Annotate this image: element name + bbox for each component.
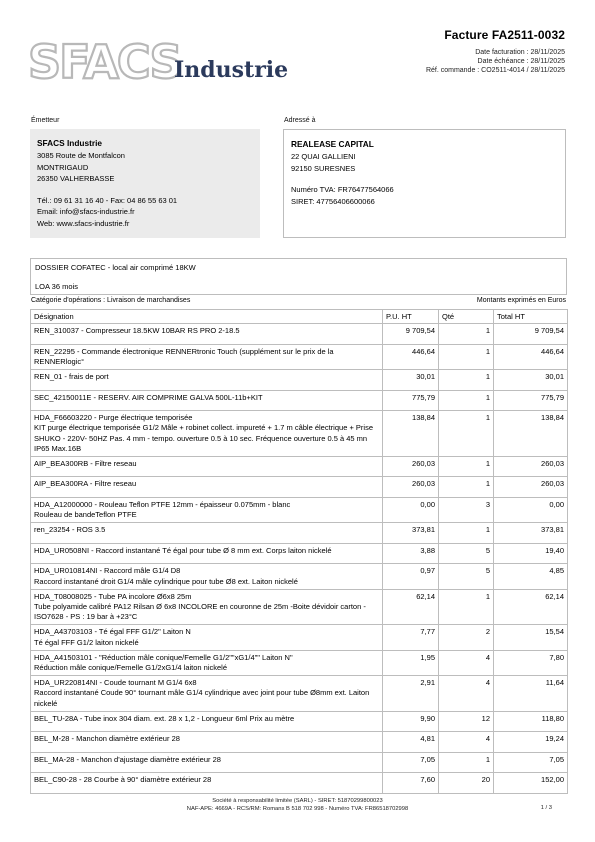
cell-quantity: 20: [439, 773, 494, 794]
table-row: [31, 411, 568, 457]
cell-quantity: 12: [439, 711, 494, 732]
meta-row: [31, 297, 566, 304]
cell-total: 30,01: [494, 370, 568, 391]
table-row: [31, 324, 568, 345]
cell-designation: [31, 497, 383, 522]
order-reference: Réf. commande : CO2511-4014 / 28/11/2025: [425, 67, 565, 74]
cell-unit-price: 9 709,54: [383, 324, 439, 345]
table-row: [31, 477, 568, 498]
cell-total: 152,00: [494, 773, 568, 794]
cell-designation: [31, 625, 383, 650]
table-row: [31, 390, 568, 411]
cell-unit-price: 775,79: [383, 390, 439, 411]
emitter-website: Web: www.sfacs-industrie.fr: [37, 218, 130, 228]
recipient-address-line: 92150 SURESNES: [291, 163, 356, 173]
cell-total: 9 709,54: [494, 324, 568, 345]
cell-total: 62,14: [494, 589, 568, 625]
cell-total: 118,80: [494, 711, 568, 732]
emitter-address-line: 26350 VALHERBASSE: [37, 174, 115, 184]
item-title: BEL_M-28 - Manchon diamètre extérieur 28: [34, 734, 180, 744]
emitter-phone-fax: Tél.: 09 61 31 16 40 - Fax: 04 86 55 63 01: [37, 195, 178, 205]
cell-unit-price: 30,01: [383, 370, 439, 391]
cell-designation: [31, 752, 383, 773]
table-header-row: [31, 310, 568, 324]
item-detail: Raccord instantané Coude 90° tournant mâle G1/4 cylindrique avec joint pour tube Ø8mm ext. Laiton nickelé: [34, 688, 370, 708]
emitter-address-line: MONTRIGAUD: [37, 162, 89, 172]
cell-total: 19,40: [494, 543, 568, 564]
cell-quantity: 1: [439, 477, 494, 498]
cell-designation: [31, 370, 383, 391]
cell-unit-price: 1,95: [383, 650, 439, 675]
cell-quantity: 4: [439, 732, 494, 753]
cell-designation: [31, 477, 383, 498]
item-title: HDA_A12000000 - Rouleau Teflon PTFE 12mm - épaisseur 0.075mm - blanc: [34, 499, 291, 509]
cell-designation: [31, 390, 383, 411]
item-title: HDA_A41503101 - "Réduction mâle conique/Femelle G1/2""xG1/4"" Laiton N": [34, 652, 293, 662]
item-title: BEL_TU-28A - Tube inox 304 diam. ext. 28 x 1,2 - Longueur 6ml Prix au mètre: [34, 713, 295, 723]
table-row: [31, 676, 568, 712]
company-logo: [28, 34, 288, 84]
item-title: HDA_UR010814NI - Raccord mâle G1/4 D8: [34, 566, 181, 576]
cell-unit-price: 3,88: [383, 543, 439, 564]
recipient-vat-number: Numéro TVA: FR76477564066: [291, 185, 394, 195]
cell-quantity: 1: [439, 523, 494, 544]
table-row: [31, 543, 568, 564]
item-detail: Raccord instantané droit G1/4 mâle cylindrique pour tube Ø8 ext. Laiton nickelé: [34, 576, 298, 586]
cell-unit-price: 0,97: [383, 564, 439, 589]
cell-designation: [31, 676, 383, 712]
cell-designation: [31, 564, 383, 589]
cell-total: 0,00: [494, 497, 568, 522]
cell-quantity: 1: [439, 752, 494, 773]
cell-unit-price: 260,03: [383, 456, 439, 477]
cell-designation: [31, 456, 383, 477]
recipient-label: Adressé à: [284, 117, 316, 124]
cell-unit-price: 446,64: [383, 344, 439, 369]
cell-quantity: 1: [439, 370, 494, 391]
item-detail: KIT purge électrique temporisée G1/2 Mâle + robinet collect. impureté + 1.7 m câble électrique + Prise SHUKO - 220V- 50HZ Pas. 4 mm - tempo. ouverture 0.5 à 10 sec. Fréquence ouverture 0.5 à 45 mn IP65 Max.16B: [34, 423, 373, 453]
item-title: REN_22295 - Commande électronique RENNERtronic Touch (supplément sur le prix de la RENNERlogic°: [34, 346, 334, 366]
table-row: [31, 564, 568, 589]
cell-quantity: 3: [439, 497, 494, 522]
table-row: [31, 344, 568, 369]
cell-total: 260,03: [494, 477, 568, 498]
item-detail: Tube polyamide calibré PA12 Rilsan Ø 6x8 INCOLORE en couronne de 25m -Boite dévidoir carton - ISO7628 - PS : 19 bar à +23°C: [34, 601, 366, 622]
logo-industrie-text: Industrie: [174, 57, 288, 83]
column-header-designation: Désignation: [31, 310, 383, 324]
emitter-box: [30, 129, 260, 238]
column-header-unit-price: P.U. HT: [383, 310, 439, 324]
item-detail: Réduction mâle conique/Femelle G1/2xG1/4 laiton nickelé: [34, 662, 228, 672]
cell-quantity: 1: [439, 390, 494, 411]
cell-designation: [31, 589, 383, 625]
table-row: [31, 370, 568, 391]
cell-unit-price: 7,77: [383, 625, 439, 650]
footer-legal-line: Société à responsabilité limitée (SARL) - SIRET: 51870299800023: [212, 798, 383, 804]
cell-quantity: 1: [439, 456, 494, 477]
item-title: ren_23254 - ROS 3.5: [34, 525, 106, 535]
table-row: [31, 589, 568, 625]
invoice-lines-table: [30, 309, 568, 794]
cell-total: 15,54: [494, 625, 568, 650]
footer-registration-line: NAF-APE: 4669A - RCS/RM: Romans B 518 702 998 - Numéro TVA: FR86518702998: [186, 806, 409, 813]
cell-total: 19,24: [494, 732, 568, 753]
cell-designation: [31, 711, 383, 732]
item-detail: Té égal FFF G1/2 laiton nickelé: [34, 637, 139, 647]
currency-note: Montants exprimés en Euros: [476, 297, 566, 304]
cell-total: 138,84: [494, 411, 568, 457]
emitter-name: SFACS Industrie: [37, 138, 103, 148]
cell-unit-price: 4,81: [383, 732, 439, 753]
cell-quantity: 1: [439, 589, 494, 625]
cell-unit-price: 373,81: [383, 523, 439, 544]
operations-category: Catégorie d'opérations : Livraison de marchandises: [31, 297, 191, 304]
table-row: [31, 773, 568, 794]
item-title: HDA_UR220814NI - Coude tournant M G1/4 6x8: [34, 678, 197, 688]
emitter-label: Émetteur: [31, 117, 60, 124]
cell-quantity: 5: [439, 543, 494, 564]
cell-total: 260,03: [494, 456, 568, 477]
cell-designation: [31, 732, 383, 753]
item-title: HDA_T08008025 - Tube PA incolore Ø6x8 25m: [34, 591, 192, 601]
cell-unit-price: 260,03: [383, 477, 439, 498]
cell-total: 446,64: [494, 344, 568, 369]
cell-unit-price: 9,90: [383, 711, 439, 732]
cell-unit-price: 138,84: [383, 411, 439, 457]
dossier-title: DOSSIER COFATEC - local air comprimé 18KW: [35, 263, 196, 272]
table-row: [31, 752, 568, 773]
cell-quantity: 5: [439, 564, 494, 589]
item-title: REN_310037 - Compresseur 18.5KW 10BAR RS PRO 2-18.5: [34, 326, 240, 336]
cell-unit-price: 2,91: [383, 676, 439, 712]
cell-total: 373,81: [494, 523, 568, 544]
emitter-address-line: 3085 Route de Montfalcon: [37, 151, 125, 160]
recipient-box: [283, 129, 566, 238]
cell-quantity: 4: [439, 676, 494, 712]
cell-quantity: 2: [439, 625, 494, 650]
cell-total: 7,80: [494, 650, 568, 675]
dossier-subtitle: LOA 36 mois: [35, 282, 78, 291]
recipient-name: REALEASE CAPITAL: [291, 139, 374, 149]
table-row: [31, 732, 568, 753]
item-title: AIP_BEA300RA - Filtre reseau: [34, 479, 137, 489]
logo-sfacs-text: SFACS: [28, 35, 181, 84]
cell-total: 11,64: [494, 676, 568, 712]
cell-quantity: 4: [439, 650, 494, 675]
cell-designation: [31, 523, 383, 544]
table-row: [31, 456, 568, 477]
column-header-quantity: Qté: [439, 310, 494, 324]
table-row: [31, 711, 568, 732]
cell-designation: [31, 650, 383, 675]
item-title: HDA_A43703103 - Té égal FFF G1/2" Laiton N: [34, 627, 191, 637]
item-title: REN_01 - frais de port: [34, 372, 109, 382]
table-row: [31, 625, 568, 650]
cell-total: 775,79: [494, 390, 568, 411]
item-title: SEC_42150011E - RESERV. AIR COMPRIME GALVA 500L-11b+KIT: [34, 392, 263, 402]
recipient-siret: SIRET: 47756406600066: [291, 196, 375, 206]
item-title: BEL_C90-28 - 28 Courbe à 90° diamètre extérieur 28: [34, 775, 212, 785]
cell-unit-price: 7,05: [383, 752, 439, 773]
cell-quantity: 1: [439, 324, 494, 345]
item-detail: Rouleau de bandeTeflon PTFE: [34, 510, 137, 520]
item-title: HDA_UR0508NI - Raccord instantané Té égal pour tube Ø 8 mm ext. Corps laiton nickelé: [34, 545, 332, 555]
cell-designation: [31, 773, 383, 794]
invoice-header: [426, 28, 565, 75]
cell-unit-price: 7,60: [383, 773, 439, 794]
column-header-total: Total HT: [494, 310, 568, 324]
dossier-box: [30, 258, 567, 295]
item-title: BEL_MA-28 - Manchon d'ajustage diamètre extérieur 28: [34, 754, 221, 764]
recipient-address-line: 22 QUAI GALLIENI: [291, 152, 356, 161]
cell-designation: [31, 411, 383, 457]
invoice-title: Facture FA2511-0032: [444, 28, 565, 42]
item-title: AIP_BEA300RB - Filtre reseau: [34, 458, 137, 468]
cell-designation: [31, 344, 383, 369]
cell-quantity: 1: [439, 344, 494, 369]
cell-unit-price: 0,00: [383, 497, 439, 522]
table-row: [31, 523, 568, 544]
cell-quantity: 1: [439, 411, 494, 457]
page-footer: [0, 797, 595, 814]
cell-designation: [31, 324, 383, 345]
table-row: [31, 650, 568, 675]
cell-total: 4,85: [494, 564, 568, 589]
cell-designation: [31, 543, 383, 564]
table-row: [31, 497, 568, 522]
due-date: Date échéance : 28/11/2025: [477, 58, 565, 65]
emitter-email: Email: info@sfacs-industrie.fr: [37, 207, 135, 217]
cell-unit-price: 62,14: [383, 589, 439, 625]
invoice-date: Date facturation : 28/11/2025: [475, 49, 565, 56]
item-title: HDA_F66603220 - Purge électrique temporisée: [34, 413, 193, 423]
cell-total: 7,05: [494, 752, 568, 773]
page-number: 1 / 3: [540, 805, 552, 811]
